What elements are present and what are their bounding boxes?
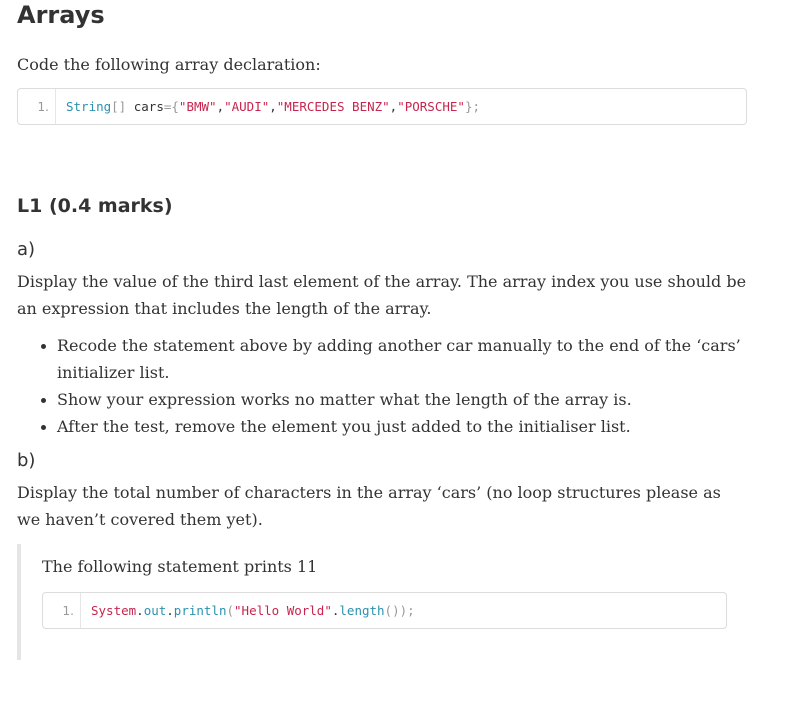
list-item: Show your expression works no matter what the length of the array is.: [57, 386, 747, 413]
code-block-example: [42, 592, 727, 629]
code-token-dot: .: [166, 603, 174, 618]
code-token-close: ());: [384, 603, 415, 618]
code-line: [56, 99, 480, 114]
code-token-dot: .: [136, 603, 144, 618]
page-title: Arrays: [17, 1, 105, 29]
code-token-comma: ,: [216, 99, 225, 114]
code-token-string: "Hello World": [234, 603, 332, 618]
code-token-string: "BMW": [178, 99, 217, 114]
code-token-string: "MERCEDES BENZ": [276, 99, 390, 114]
code-token-class: System: [91, 603, 137, 618]
code-token-close: };: [464, 99, 480, 114]
code-token-comma: ,: [389, 99, 398, 114]
code-token-field: out: [143, 603, 167, 618]
line-number: 1.: [18, 89, 56, 124]
quote-text: The following statement prints 11: [42, 557, 318, 576]
list-item: After the test, remove the element you just added to the initialiser list.: [57, 413, 747, 440]
intro-text: Code the following array declaration:: [17, 55, 321, 74]
blockquote: [17, 544, 747, 660]
code-block-array-declaration: [17, 88, 747, 125]
code-token-type: String: [66, 99, 112, 114]
code-token-open: (: [226, 603, 235, 618]
part-b-label: b): [17, 450, 36, 471]
section-heading: L1 (0.4 marks): [17, 195, 173, 217]
code-token-brackets: []: [111, 99, 127, 114]
code-token-assign: =: [163, 99, 172, 114]
code-token-dot: .: [331, 603, 340, 618]
part-b-text: Display the total number of characters in the array ‘cars’ (no loop structures please as we haven’t covered them yet).: [17, 483, 721, 529]
part-a-label: a): [17, 239, 36, 260]
part-a-bullet-list: [17, 332, 747, 440]
code-token-space: [126, 99, 134, 114]
code-token-name: cars: [133, 99, 164, 114]
list-item: Recode the statement above by adding another car manually to the end of the ‘cars’ initializer list.: [57, 332, 747, 386]
code-token-string: "AUDI": [224, 99, 270, 114]
code-token-string: "PORSCHE": [397, 99, 465, 114]
code-line: [81, 603, 415, 618]
code-token-open: {: [171, 99, 179, 114]
code-token-comma: ,: [269, 99, 277, 114]
line-number: 1.: [43, 593, 81, 628]
part-a-text: Display the value of the third last element of the array. The array index you use should be an expression that includes the length of the array.: [17, 272, 747, 318]
code-token-method: println: [173, 603, 227, 618]
code-token-method: length: [339, 603, 385, 618]
